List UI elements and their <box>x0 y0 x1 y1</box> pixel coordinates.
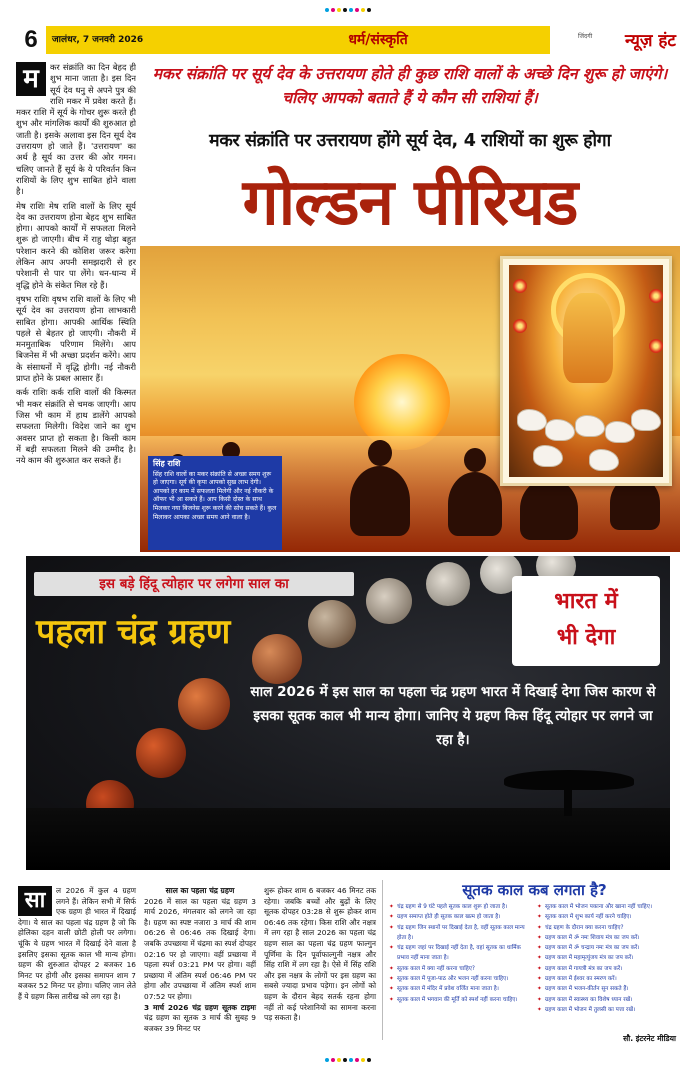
sutak-item: ✦ ग्रहण काल में स्वास्थ्य का विशेष ध्यान रखें। <box>537 995 679 1005</box>
intro-text: मकर संक्रांति पर सूर्य देव के उत्तरायण होते ही कुछ राशि वालों के अच्छे दिन शुरू हो जाएंगे। चलिए आपको बताते हैं ये कौन सी राशियां हैं। <box>152 65 668 107</box>
eclipse-ground <box>26 808 670 870</box>
meditator-head <box>368 440 392 466</box>
bottom-column-1 <box>18 886 136 1003</box>
bottom-col3-text: शुरू होकर शाम 6 बजकर 46 मिनट तक रहेगा। जबकि बच्चों और बुढ़ों के लिए सूतक दोपहर 03:28 से शुरू होकर शाम 06:46 तक रहेगा। किस राशि और नक्षत्र में लग रहा है साल 2026 का पहला चंद्र ग्रहण साल का पहला चंद्र ग्रहण फाल्गुन पूर्णिमा के दिन पूर्वाफाल्गुनी नक्षत्र और सिंह राशि में लग रहा है। ऐसे में सिंह राशि और इस नक्षत्र के लोगों पर इस ग्रहण का सबसे ज्यादा प्रभाव पड़ेगा। इन लोगों को ग्रहण के दौरान बेहद सतर्क रहना होगा नहीं तो कई परेशानियों का सामना करना पड़ सकता है। <box>264 886 376 1023</box>
india-line-2: भी देगा <box>556 625 616 650</box>
moon <box>178 678 230 730</box>
section-title: धर्म/संस्कृति <box>206 26 550 54</box>
left-article-column <box>16 62 136 554</box>
sutak-item: ✦ सूतक काल में क्या नहीं करना चाहिए? <box>389 964 531 974</box>
singh-rashi-text: सिंह राशि वालों का मकर संक्रांति से अच्छा समय शुरू हो जाएगा। सूर्य की कृपा आपको सुख लाभ देगी। आपको हर काम में सफलता मिलेगी और नई नौकरी के ऑफर भी आ सकते हैं। आप किसी दोस्त के साथ मिलकर नया बिजनेस शुरू करने की सोच सकते हैं। कुल मिलाकर आपका अच्छा समय आने वाला है। <box>153 470 277 521</box>
bottom-column-2 <box>144 886 256 1034</box>
headline: मकर संक्रांति पर उत्तरायण होंगे सूर्य देव, 4 राशियों का शुरू होगा <box>209 131 611 151</box>
registration-marks-bottom <box>0 1058 696 1062</box>
moon <box>366 578 412 624</box>
dropcap: सा <box>18 886 52 916</box>
sutak-item: ✦ सूतक काल में मंदिर में प्रवेश वर्जित माना जाता है। <box>389 984 531 994</box>
moon <box>136 728 186 778</box>
brand-name: न्यूज़ हंट <box>624 31 676 51</box>
eclipse-tagline-box <box>34 572 354 596</box>
bottom-article <box>16 880 680 1050</box>
header-date: जालंधर, 7 जनवरी 2026 <box>46 26 206 54</box>
golden-title-text: गोल्डन पीरियड <box>242 166 578 240</box>
tree-trunk <box>564 786 572 816</box>
left-paragraph: कर्क राशिः कर्क राशि वालों की किस्मत भी मकर संक्रांति से चमक जाएगी। आप जिस भी काम में हाथ डालेंगे आपको सफलता मिलेगी। विदेश जाने का शुभ अवसर प्राप्त हो सकता है। किसी काम में बड़ी सफलता मिलने की उम्मीद है। नये काम की शुरुआत कर सकते हैं। <box>16 387 136 466</box>
flower <box>513 279 527 293</box>
image-credit: सौ. इंटरनेट मीडिया <box>623 1034 676 1043</box>
flower <box>649 289 663 303</box>
india-visible-box <box>512 576 660 666</box>
singh-rashi-title: सिंह राशि <box>153 459 181 468</box>
bottom-column-3 <box>264 886 376 1024</box>
india-line-1: भारत में <box>554 589 618 614</box>
bottom-col2-text: 2026 में साल का पहला चंद्र ग्रहण 3 मार्च 2026, मंगलवार को लगने जा रहा है। ग्रहण का स्पष्ट नजारा 3 मार्च की शाम 06:26 से 06:46 तक दिखाई देगा। जबकि उपच्छाया में चंद्रमा का स्पर्श दोपहर 02:16 पर हो जाएगा। वहीं प्रच्छाया में पहला स्पर्श 03:21 PM पर होगा। वहीं प्रच्छाया में अंतिम स्पर्श 06:46 PM पर होगा और उपच्छाया में अंतिम स्पर्श शाम 07:52 पर होगा। <box>144 896 256 1001</box>
sutak-item: ✦ चंद्र ग्रहण के दौरान क्या करना चाहिए? <box>537 923 679 933</box>
sutak-item: ✦ ग्रहण काल में गायत्री मंत्र का जप करें। <box>537 964 679 974</box>
sutak-item: ✦ सूतक काल में भोजन पकाना और खाना नहीं चाहिए। <box>537 902 679 912</box>
left-paragraph: मेष राशिः मेष राशि वालों के लिए सूर्य देव का उत्तरायण होना बेहद शुभ साबित होगा। आपको कार्यों में सफलता मिलने शुरू हो जाएगी। बीच में राहु थोड़ा बहुत परेशान करने की कोशिश जरूर करेगा लेकिन आप अपनी समझदारी से हर परेशानी से पार पा लेंगे। धन-धान्य में वृद्धि होने के संकेत मिल रहे हैं। <box>16 200 136 290</box>
surya-figure <box>563 293 613 383</box>
sutak-item: ✦ ग्रहण काल में भोजन में तुलसी का पत्ता रखें। <box>537 1005 679 1015</box>
sutak-item: ✦ चंद्र ग्रहण से 9 घंटे पहले सूतक काल शुरू हो जाता है। <box>389 902 531 912</box>
bottom-col2-heading: साल का पहला चंद्र ग्रहण <box>165 886 235 895</box>
brand-small-text: जिंदगी <box>578 33 593 40</box>
sutak-item: ✦ चंद्र ग्रहण जिन स्थानों पर दिखाई देता है, वहीं सूतक काल मान्य होता है। <box>389 923 531 944</box>
sutak-item: ✦ सूतक काल में पूजा-पाठ और भजन नहीं करना चाहिए। <box>389 974 531 984</box>
meditator-silhouette <box>448 472 502 536</box>
brand-logo <box>550 26 680 54</box>
lunar-eclipse-banner <box>26 556 670 870</box>
flower <box>513 319 527 333</box>
flower <box>649 339 663 353</box>
meditator-head <box>464 448 486 472</box>
sutak-item: ✦ ग्रहण काल में महामृत्युंजय मंत्र का जप करें। <box>537 953 679 963</box>
dropcap: म <box>16 62 46 96</box>
moon <box>426 562 470 606</box>
eclipse-body-text: साल 2026 में इस साल का पहला चंद्र ग्रहण भारत में दिखाई देगा जिस कारण से इसका सूतक काल भी मान्य होगा। जानिए ये ग्रहण किस हिंदू त्योहार पर लगने जा रहा है। <box>250 684 656 748</box>
meditator-silhouette <box>520 478 578 540</box>
singh-rashi-box <box>148 456 282 550</box>
left-paragraph: कर संक्रांति का दिन बेहद ही शुभ माना जाता है। इस दिन सूर्य देव धनु से अपने पुत्र की राशि मकर में प्रवेश करते हैं। मकर राशि में सूर्य के गोचर शुरू करते ही शुभ और मांगलिक कार्यों की शुरुआत हो जाती है। इसके अलावा इस दिन सूर्य देव उत्तरायण हो जाते हैं। 'उत्तरायण' का अर्थ है सूर्य का उत्तर की ओर गमन। चलिए जानते हैं सूर्य के ये परिवर्तन किन राशियों के लिए शुभ साबित होने वाला है। <box>16 62 136 197</box>
sutak-list-left <box>389 902 531 1015</box>
golden-period-title <box>140 160 680 246</box>
sutak-item: ✦ सूतक काल में भगवान की मूर्ति को स्पर्श नहीं करना चाहिए। <box>389 995 531 1005</box>
sutak-item: ✦ ग्रहण काल में ईश्वर का स्मरण करें। <box>537 974 679 984</box>
surya-dev-picture <box>500 256 672 486</box>
page-number: 6 <box>24 26 38 53</box>
eclipse-tagline: इस बड़े हिंदू त्योहार पर लगेगा साल का <box>99 576 289 592</box>
registration-marks-top <box>0 8 696 12</box>
sutak-item: ✦ चंद्र ग्रहण जहां पर दिखाई नहीं देता है, वहां सूतक का धार्मिक प्रभाव नहीं माना जाता है। <box>389 943 531 964</box>
sutak-item: ✦ ग्रहण काल में ॐ चन्द्राय नमः मंत्र का जप करें। <box>537 943 679 953</box>
sutak-title: सूतक काल कब लगता है? <box>462 881 607 899</box>
page-header <box>16 26 680 54</box>
bottom-col2-subheading: 3 मार्च 2026 चंद्र ग्रहण सूतक टाइमः <box>144 1002 256 1012</box>
sutak-item: ✦ ग्रहण समाप्त होते ही सूतक काल खत्म हो जाता है। <box>389 912 531 922</box>
sutak-kaal-box <box>382 880 680 1040</box>
left-paragraph: वृषभ राशिः वृषभ राशि वालों के लिए भी सूर्य देव का उत्तरायण होना लाभकारी साबित होगा। आपकी आर्थिक स्थिति पहले से बेहतर हो जाएगी। नौकरी में मनमुताबिक परिणाम मिलेंगे। आप बिजनेस में भी अच्छा प्रदर्शन करेंगे। आप के संसाधनों में वृद्धि होगी। नई नौकरी प्राप्त होने के प्रबल आसार हैं। <box>16 293 136 384</box>
sutak-item: ✦ ग्रहण काल में भजन-कीर्तन सुन सकते हैं। <box>537 984 679 994</box>
bottom-col2-text-b: चंद्र ग्रहण का सूतक 3 मार्च की सुबह 9 बजकर 39 मिनट पर <box>144 1013 256 1033</box>
eclipse-title: पहला चंद्र ग्रहण <box>36 612 231 652</box>
meditator-silhouette <box>350 466 410 536</box>
bottom-col1-text: ल 2026 में कुल 4 ग्रहण लगने हैं। लेकिन सभी में सिर्फ एक ग्रहण ही भारत में दिखाई देगा। ये साल का पहला चंद्र ग्रहण है जो कि होलिका दहन वाली छोटी होली पर लगेगा। चूंकि ये ग्रहण भारत में दिखाई देने वाला है इसलिए इसका सूतक काल भी मान्य होगा। ग्रहण की शुरुआत दोपहर 2 बजकर 16 मिनट पर होगी और इसका समापन शाम 7 बजकर 52 मिनट पर होगा। चलिए जान लेते हैं ये ग्रहण किस तारीख को लग रहा है। <box>18 886 136 1001</box>
sutak-list-right <box>537 902 679 1015</box>
sutak-item: ✦ ग्रहण काल में ॐ नमः शिवाय मंत्र का जप करें। <box>537 933 679 943</box>
sutak-item: ✦ सूतक काल में शुभ कार्य नहीं करने चाहिए। <box>537 912 679 922</box>
